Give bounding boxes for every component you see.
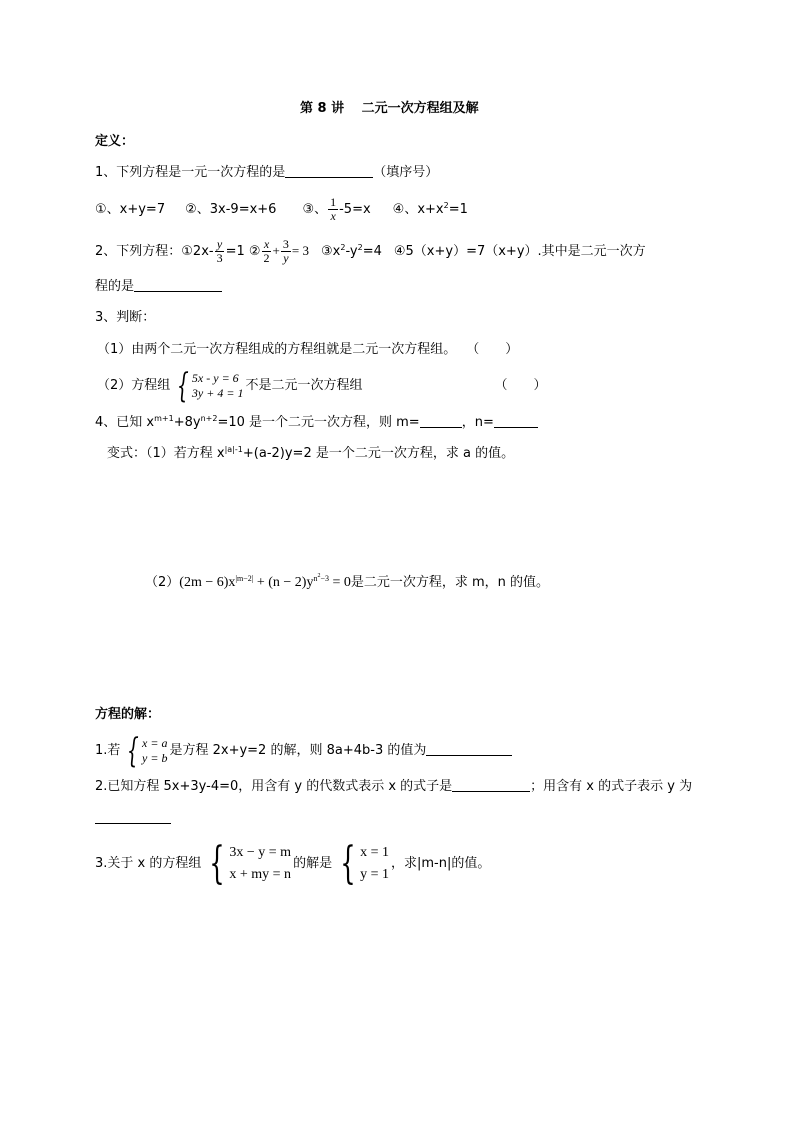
answer-blank[interactable] xyxy=(452,779,530,792)
solution-question-3: 3.关于 x 的方程组 { 3x − y = m x + my = n 的解是 { x = 1 y = 1 ，求|m-n|的值。 xyxy=(95,837,491,889)
question-1-hint: （填序号） xyxy=(373,165,439,180)
fraction: $\frac{1}{x}$ xyxy=(330,195,337,223)
fraction: $\frac{y}{3}$ xyxy=(216,237,223,265)
equation-system: { 3x − y = m x + my = n xyxy=(209,837,292,889)
question-3-statement-2: （2）方程组 { 5x - y = 6 3y + 4 = 1 不是二元一次方程组 （ ） xyxy=(97,365,547,406)
question-4: 4、已知 $x^{m+1}+8y^{n+2}=10$ 是一个二元一次方程，则 m= ，n= xyxy=(95,414,538,432)
judge-paren[interactable]: （ ） xyxy=(494,378,547,393)
question-2-line2: 程的是 xyxy=(95,278,222,296)
question-1-text: 1、下列方程是一元一次方程的是 xyxy=(95,165,286,180)
answer-blank-n[interactable] xyxy=(494,415,538,428)
option-2: ②、3x-9=x+6 xyxy=(185,202,277,217)
answer-blank[interactable] xyxy=(134,279,222,292)
answer-blank[interactable] xyxy=(426,743,512,756)
variant-2: $(2)(2m - 6)x^{|m-2|} + (n - 2)y^{n^2-3} = 0$是二元一次方程，求 m，n 的值。 xyxy=(145,573,550,590)
question-1-options: ①、x+y=7 ②、3x-9=x+6 ③、 $\frac{1}{x}$ -5=x ④、$x+x^2=1$ xyxy=(95,195,468,223)
judge-paren[interactable]: （ ） xyxy=(466,342,519,357)
fraction: $\frac{3}{y}$ xyxy=(282,237,289,265)
question-3-heading: 3、判断： xyxy=(95,310,156,325)
option-3-rest: -5=x xyxy=(339,202,371,217)
answer-blank-m[interactable] xyxy=(420,415,462,428)
page-title: 第 8 讲 二元一次方程组及解 xyxy=(300,101,479,116)
equation-system: { x = a y = b xyxy=(127,730,168,771)
answer-blank[interactable] xyxy=(285,165,373,178)
answer-blank[interactable] xyxy=(95,811,171,824)
option-3-label: ③、 xyxy=(302,202,328,217)
question-3-statement-1: （1）由两个二元一次方程组成的方程组就是二元一次方程组。 （ ） xyxy=(97,342,519,357)
section-solution-heading: 方程的解： xyxy=(95,707,161,722)
question-1 xyxy=(95,164,438,182)
variant-1: 变式：（1）若方程 $x^{|a|-1}+(a-2)y=2$ 是一个二元一次方程，求 a 的值。 xyxy=(107,445,515,461)
option-4: ④、x+x xyxy=(392,202,444,217)
question-2: 2、下列方程：①2x- $\frac{y}{3}$ =1 ② $\frac{x}{2}$ + $\frac{3}{y}$ = 3 $③x^2-y^2=4$ ④5（x+y）=7（x+y）.其中是二元一次方 xyxy=(95,237,646,265)
solution-system: { x = 1 y = 1 xyxy=(340,837,389,889)
option-1: ①、x+y=7 xyxy=(95,202,166,217)
fraction: $\frac{x}{2}$ xyxy=(263,237,270,265)
solution-question-2-line2 xyxy=(95,810,171,828)
equation-system: { 5x - y = 6 3y + 4 = 1 xyxy=(177,365,244,406)
solution-question-1: 1.若 { x = a y = b 是方程 2x+y=2 的解，则 8a+4b-3 的值为 xyxy=(95,731,512,771)
solution-question-2: 2.已知方程 5x+3y-4=0，用含有 y 的代数式表示 x 的式子是 ；用含有 x 的式子表示 y 为 xyxy=(95,779,693,794)
section-definition-heading: 定义： xyxy=(95,134,135,149)
